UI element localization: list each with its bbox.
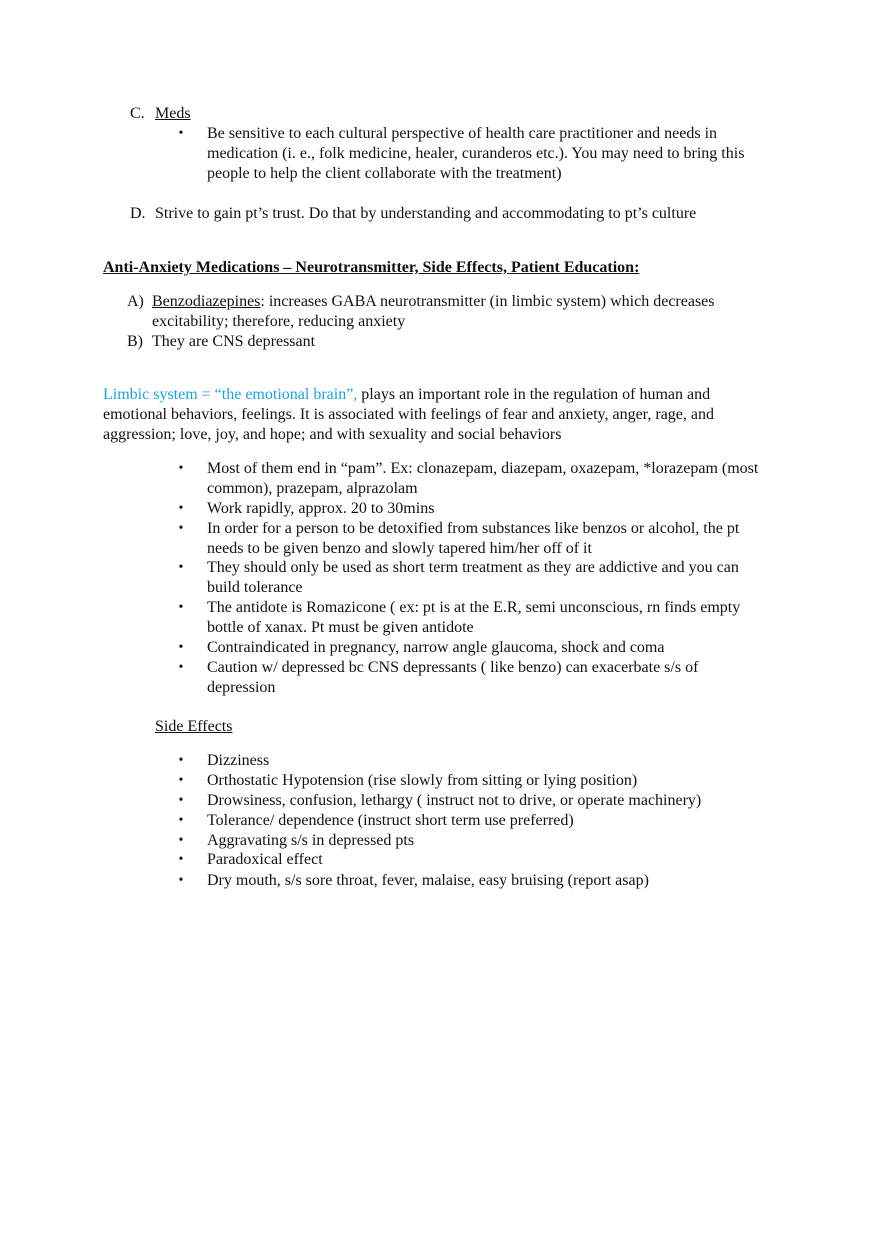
section-c-title: Meds [155,105,191,122]
section-c-bullet: Be sensitive to each cultural perspective of health care practitioner and needs in medication (i. e., folk medicine, healer, curanderos etc.). You may need to bring this people to help the client collaborate with the treatment) [207,125,745,182]
bullet-icon: • [178,600,184,615]
section-c-marker: C. [130,105,145,122]
list-a-marker: A) [127,293,144,310]
section-d-text: Strive to gain pt’s trust. Do that by understanding and accommodating to pt’s culture [155,205,697,222]
bullet-icon: • [178,501,184,516]
limbic-highlight: Limbic system = “the emotional brain”, [103,386,358,403]
bullet-icon: • [178,873,184,888]
side-effect-item: Tolerance/ dependence (instruct short term use preferred) [207,812,574,829]
benzo-bullet: Contraindicated in pregnancy, narrow angle glaucoma, shock and coma [207,639,665,656]
bullet-icon: • [178,640,184,655]
bullet-icon: • [178,126,184,141]
benzodiazepines-term: Benzodiazepines [152,293,261,310]
side-effect-item: Dry mouth, s/s sore throat, fever, malaise, easy bruising (report asap) [207,872,649,889]
limbic-paragraph [103,385,775,445]
side-effects-title: Side Effects [155,718,233,735]
side-effect-item: Aggravating s/s in depressed pts [207,832,415,849]
bullet-icon: • [178,773,184,788]
side-effect-item: Drowsiness, confusion, lethargy ( instruct not to drive, or operate machinery) [207,792,702,809]
bullet-icon: • [178,461,184,476]
bullet-icon: • [178,660,184,675]
bullet-icon: • [178,793,184,808]
section-d-marker: D. [130,205,146,222]
benzo-bullet: In order for a person to be detoxified from substances like benzos or alcohol, the pt needs to be given benzo and slowly tapered him/her off of it [207,520,740,557]
bullet-icon: • [178,833,184,848]
side-effect-item: Paradoxical effect [207,851,323,868]
list-a-description: : increases GABA neurotransmitter (in limbic system) which decreases excitability; therefore, reducing anxiety [152,293,715,330]
limbic-rest: plays an important role in the regulation of human and emotional behaviors, feelings. It is associated with feelings of fear and anxiety, anger, rage, and aggression; love, joy, and hope; and with sexuality and social behaviors [103,386,714,443]
list-b-text: They are CNS depressant [152,333,316,350]
benzo-bullet: Caution w/ depressed bc CNS depressants ( like benzo) can exacerbate s/s of depression [207,659,699,696]
bullet-icon: • [178,852,184,867]
bullet-icon: • [178,813,184,828]
benzo-bullet: They should only be used as short term treatment as they are addictive and you can build tolerance [207,559,739,596]
benzo-bullet: Most of them end in “pam”. Ex: clonazepam, diazepam, oxazepam, *lorazepam (most common), prazepam, alprazolam [207,460,759,497]
benzo-bullet: The antidote is Romazicone ( ex: pt is at the E.R, semi unconscious, rn finds empty bottle of xanax. Pt must be given antidote [207,599,741,636]
list-a-text [152,292,777,332]
bullet-icon: • [178,560,184,575]
section-heading: Anti-Anxiety Medications – Neurotransmitter, Side Effects, Patient Education: [103,259,640,276]
side-effect-item: Orthostatic Hypotension (rise slowly from sitting or lying position) [207,772,638,789]
benzo-bullet: Work rapidly, approx. 20 to 30mins [207,500,435,517]
list-b-marker: B) [127,333,143,350]
bullet-icon: • [178,753,184,768]
bullet-icon: • [178,521,184,536]
side-effect-item: Dizziness [207,752,270,769]
